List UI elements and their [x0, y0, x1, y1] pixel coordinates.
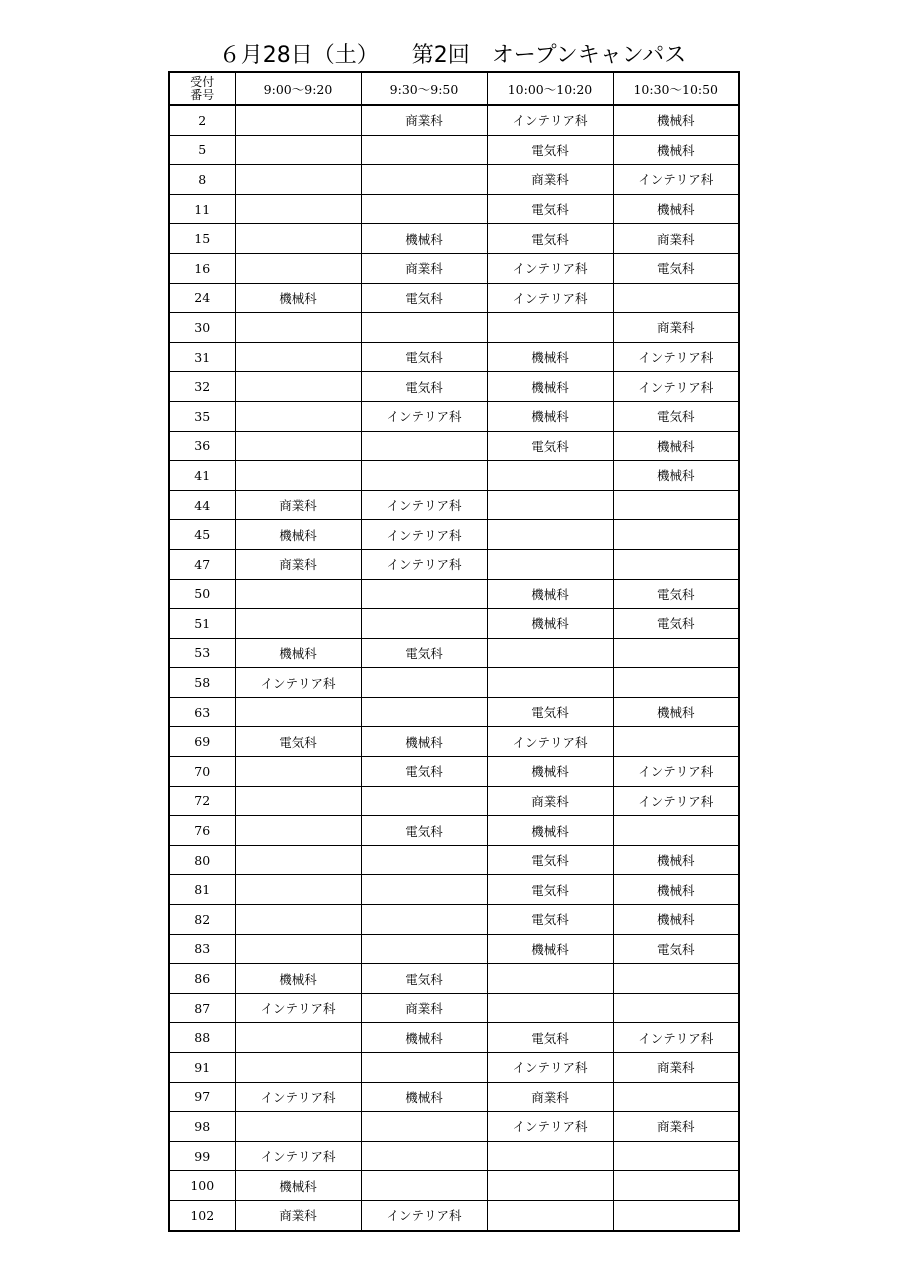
- cell-slot-1: [235, 816, 361, 846]
- cell-slot-1: 電気科: [235, 727, 361, 757]
- table-row: [169, 194, 739, 224]
- cell-slot-1: [235, 401, 361, 431]
- cell-slot-1: [235, 757, 361, 787]
- cell-slot-1: 商業科: [235, 490, 361, 520]
- cell-slot-4: [613, 1171, 739, 1201]
- cell-slot-2: [361, 461, 487, 491]
- cell-slot-2: 機械科: [361, 1023, 487, 1053]
- table-row: [169, 253, 739, 283]
- cell-slot-4: 機械科: [613, 845, 739, 875]
- cell-slot-2: [361, 1112, 487, 1142]
- table-row: [169, 520, 739, 550]
- table-row: [169, 342, 739, 372]
- cell-slot-2: [361, 668, 487, 698]
- cell-reception-number: 15: [169, 224, 235, 254]
- cell-slot-2: [361, 875, 487, 905]
- cell-slot-3: 機械科: [487, 757, 613, 787]
- cell-slot-3: [487, 1171, 613, 1201]
- table-row: [169, 579, 739, 609]
- cell-slot-4: 電気科: [613, 253, 739, 283]
- cell-reception-number: 81: [169, 875, 235, 905]
- cell-reception-number: 100: [169, 1171, 235, 1201]
- cell-slot-1: [235, 1112, 361, 1142]
- cell-slot-4: [613, 1082, 739, 1112]
- cell-reception-number: 32: [169, 372, 235, 402]
- cell-slot-1: [235, 135, 361, 165]
- cell-reception-number: 51: [169, 609, 235, 639]
- cell-reception-number: 2: [169, 105, 235, 135]
- cell-slot-1: [235, 194, 361, 224]
- page-title: ６月28日（土） 第2回 オープンキャンパス: [218, 43, 687, 68]
- table-row: [169, 431, 739, 461]
- cell-slot-4: [613, 993, 739, 1023]
- table-row: [169, 313, 739, 343]
- table-row: [169, 757, 739, 787]
- cell-slot-2: インテリア科: [361, 549, 487, 579]
- table-row: [169, 964, 739, 994]
- cell-reception-number: 80: [169, 845, 235, 875]
- cell-slot-4: 機械科: [613, 431, 739, 461]
- cell-slot-4: 機械科: [613, 905, 739, 935]
- cell-slot-4: 機械科: [613, 194, 739, 224]
- table-row: [169, 1023, 739, 1053]
- cell-slot-1: インテリア科: [235, 1141, 361, 1171]
- table-row: [169, 638, 739, 668]
- table-row: [169, 224, 739, 254]
- header-row: [169, 72, 739, 105]
- cell-slot-3: [487, 668, 613, 698]
- cell-slot-4: 商業科: [613, 313, 739, 343]
- cell-slot-2: [361, 1141, 487, 1171]
- table-row: [169, 105, 739, 135]
- cell-reception-number: 86: [169, 964, 235, 994]
- cell-slot-2: 商業科: [361, 253, 487, 283]
- cell-slot-3: [487, 549, 613, 579]
- header-slot-2: 9:30～9:50: [361, 72, 487, 105]
- cell-slot-4: 電気科: [613, 579, 739, 609]
- cell-slot-3: [487, 1141, 613, 1171]
- cell-slot-3: 電気科: [487, 905, 613, 935]
- cell-slot-3: インテリア科: [487, 1112, 613, 1142]
- cell-reception-number: 82: [169, 905, 235, 935]
- cell-slot-2: [361, 786, 487, 816]
- cell-slot-1: [235, 461, 361, 491]
- table-row: [169, 549, 739, 579]
- cell-slot-1: 機械科: [235, 1171, 361, 1201]
- cell-slot-1: [235, 579, 361, 609]
- schedule-table: [168, 71, 740, 1232]
- cell-slot-3: 機械科: [487, 372, 613, 402]
- cell-reception-number: 44: [169, 490, 235, 520]
- cell-slot-1: [235, 253, 361, 283]
- cell-slot-1: [235, 165, 361, 195]
- cell-reception-number: 31: [169, 342, 235, 372]
- table-row: [169, 283, 739, 313]
- cell-slot-3: インテリア科: [487, 1053, 613, 1083]
- cell-slot-4: [613, 520, 739, 550]
- cell-slot-1: [235, 905, 361, 935]
- cell-reception-number: 53: [169, 638, 235, 668]
- cell-slot-1: [235, 934, 361, 964]
- cell-slot-2: [361, 579, 487, 609]
- cell-slot-3: 電気科: [487, 224, 613, 254]
- cell-slot-2: 電気科: [361, 372, 487, 402]
- table-row: [169, 993, 739, 1023]
- cell-slot-3: 電気科: [487, 697, 613, 727]
- cell-slot-2: [361, 194, 487, 224]
- cell-reception-number: 97: [169, 1082, 235, 1112]
- cell-slot-3: 機械科: [487, 934, 613, 964]
- cell-slot-2: 電気科: [361, 638, 487, 668]
- cell-slot-4: [613, 1141, 739, 1171]
- table-row: [169, 934, 739, 964]
- cell-slot-2: [361, 905, 487, 935]
- cell-slot-4: [613, 549, 739, 579]
- cell-reception-number: 36: [169, 431, 235, 461]
- cell-slot-1: [235, 313, 361, 343]
- cell-slot-1: [235, 845, 361, 875]
- cell-slot-3: 商業科: [487, 165, 613, 195]
- cell-slot-2: [361, 313, 487, 343]
- cell-reception-number: 5: [169, 135, 235, 165]
- cell-reception-number: 76: [169, 816, 235, 846]
- cell-slot-1: 機械科: [235, 638, 361, 668]
- cell-reception-number: 16: [169, 253, 235, 283]
- cell-reception-number: 72: [169, 786, 235, 816]
- cell-slot-4: [613, 490, 739, 520]
- cell-slot-3: 電気科: [487, 194, 613, 224]
- cell-slot-3: 機械科: [487, 401, 613, 431]
- cell-slot-1: インテリア科: [235, 668, 361, 698]
- table-row: [169, 845, 739, 875]
- header-slot-3: 10:00～10:20: [487, 72, 613, 105]
- cell-reception-number: 58: [169, 668, 235, 698]
- cell-reception-number: 63: [169, 697, 235, 727]
- cell-slot-2: 商業科: [361, 993, 487, 1023]
- cell-slot-4: 機械科: [613, 135, 739, 165]
- cell-slot-4: 商業科: [613, 1112, 739, 1142]
- cell-slot-2: [361, 845, 487, 875]
- cell-reception-number: 102: [169, 1200, 235, 1230]
- cell-slot-2: [361, 609, 487, 639]
- cell-reception-number: 88: [169, 1023, 235, 1053]
- cell-slot-3: 電気科: [487, 431, 613, 461]
- cell-slot-3: 機械科: [487, 579, 613, 609]
- cell-slot-3: 電気科: [487, 845, 613, 875]
- cell-slot-1: [235, 1053, 361, 1083]
- cell-slot-3: 機械科: [487, 342, 613, 372]
- cell-slot-2: [361, 1171, 487, 1201]
- cell-slot-4: [613, 638, 739, 668]
- table-row: [169, 1112, 739, 1142]
- cell-slot-1: 機械科: [235, 964, 361, 994]
- cell-slot-3: インテリア科: [487, 283, 613, 313]
- table-row: [169, 697, 739, 727]
- cell-slot-1: [235, 786, 361, 816]
- cell-slot-2: 電気科: [361, 757, 487, 787]
- cell-slot-4: 機械科: [613, 461, 739, 491]
- cell-slot-2: [361, 934, 487, 964]
- cell-slot-1: [235, 372, 361, 402]
- header-reception-line2: 番号: [190, 87, 215, 102]
- cell-slot-3: [487, 1200, 613, 1230]
- cell-slot-3: 電気科: [487, 1023, 613, 1053]
- cell-reception-number: 83: [169, 934, 235, 964]
- table-row: [169, 1082, 739, 1112]
- cell-reception-number: 41: [169, 461, 235, 491]
- cell-slot-3: インテリア科: [487, 727, 613, 757]
- cell-slot-3: 機械科: [487, 609, 613, 639]
- cell-slot-2: [361, 1053, 487, 1083]
- cell-slot-2: [361, 135, 487, 165]
- table-row: [169, 668, 739, 698]
- cell-reception-number: 8: [169, 165, 235, 195]
- cell-slot-2: インテリア科: [361, 401, 487, 431]
- cell-slot-2: インテリア科: [361, 1200, 487, 1230]
- header-slot-4: 10:30～10:50: [613, 72, 739, 105]
- cell-reception-number: 69: [169, 727, 235, 757]
- table-row: [169, 372, 739, 402]
- cell-slot-2: 機械科: [361, 224, 487, 254]
- table-row: [169, 461, 739, 491]
- table-row: [169, 816, 739, 846]
- cell-slot-4: インテリア科: [613, 1023, 739, 1053]
- cell-slot-4: 商業科: [613, 224, 739, 254]
- cell-slot-3: [487, 313, 613, 343]
- cell-slot-1: 機械科: [235, 520, 361, 550]
- table-row: [169, 1200, 739, 1230]
- cell-slot-4: 機械科: [613, 875, 739, 905]
- cell-slot-4: インテリア科: [613, 757, 739, 787]
- table-row: [169, 1053, 739, 1083]
- cell-slot-4: インテリア科: [613, 786, 739, 816]
- cell-slot-4: 電気科: [613, 934, 739, 964]
- cell-slot-3: 機械科: [487, 816, 613, 846]
- cell-slot-4: インテリア科: [613, 372, 739, 402]
- cell-reception-number: 47: [169, 549, 235, 579]
- cell-slot-1: 商業科: [235, 549, 361, 579]
- cell-slot-4: [613, 816, 739, 846]
- table-row: [169, 1171, 739, 1201]
- cell-slot-2: [361, 697, 487, 727]
- cell-slot-4: [613, 283, 739, 313]
- cell-slot-2: 電気科: [361, 816, 487, 846]
- cell-slot-4: インテリア科: [613, 342, 739, 372]
- cell-slot-4: 機械科: [613, 105, 739, 135]
- cell-slot-2: 機械科: [361, 727, 487, 757]
- cell-slot-2: インテリア科: [361, 490, 487, 520]
- cell-reception-number: 98: [169, 1112, 235, 1142]
- cell-slot-1: [235, 342, 361, 372]
- cell-slot-2: [361, 431, 487, 461]
- cell-slot-3: 商業科: [487, 786, 613, 816]
- table-row: [169, 786, 739, 816]
- cell-slot-2: 電気科: [361, 964, 487, 994]
- header-reception-line1: 受付: [190, 74, 215, 89]
- table-row: [169, 875, 739, 905]
- cell-slot-3: [487, 993, 613, 1023]
- cell-reception-number: 87: [169, 993, 235, 1023]
- cell-reception-number: 70: [169, 757, 235, 787]
- cell-slot-4: [613, 727, 739, 757]
- cell-reception-number: 30: [169, 313, 235, 343]
- cell-slot-3: 電気科: [487, 135, 613, 165]
- cell-reception-number: 35: [169, 401, 235, 431]
- cell-slot-3: [487, 638, 613, 668]
- table-row: [169, 165, 739, 195]
- cell-reception-number: 91: [169, 1053, 235, 1083]
- cell-slot-1: [235, 431, 361, 461]
- cell-slot-2: インテリア科: [361, 520, 487, 550]
- cell-slot-1: インテリア科: [235, 993, 361, 1023]
- cell-slot-1: インテリア科: [235, 1082, 361, 1112]
- cell-slot-4: 商業科: [613, 1053, 739, 1083]
- cell-slot-3: [487, 964, 613, 994]
- table-row: [169, 905, 739, 935]
- cell-slot-3: 電気科: [487, 875, 613, 905]
- table-row: [169, 401, 739, 431]
- cell-slot-3: 商業科: [487, 1082, 613, 1112]
- cell-slot-1: [235, 105, 361, 135]
- cell-slot-2: 機械科: [361, 1082, 487, 1112]
- cell-slot-2: [361, 165, 487, 195]
- cell-reception-number: 45: [169, 520, 235, 550]
- table-row: [169, 609, 739, 639]
- table-row: [169, 490, 739, 520]
- cell-slot-3: [487, 461, 613, 491]
- cell-slot-2: 電気科: [361, 342, 487, 372]
- cell-slot-3: インテリア科: [487, 253, 613, 283]
- cell-slot-1: [235, 1023, 361, 1053]
- cell-slot-2: 商業科: [361, 105, 487, 135]
- cell-slot-3: [487, 520, 613, 550]
- cell-slot-4: 電気科: [613, 401, 739, 431]
- cell-slot-3: [487, 490, 613, 520]
- table-row: [169, 135, 739, 165]
- cell-slot-1: [235, 609, 361, 639]
- cell-slot-1: [235, 875, 361, 905]
- cell-slot-2: 電気科: [361, 283, 487, 313]
- cell-slot-1: [235, 697, 361, 727]
- cell-slot-1: [235, 224, 361, 254]
- cell-slot-4: インテリア科: [613, 165, 739, 195]
- cell-slot-4: [613, 1200, 739, 1230]
- cell-slot-1: 商業科: [235, 1200, 361, 1230]
- cell-slot-1: 機械科: [235, 283, 361, 313]
- cell-slot-4: [613, 964, 739, 994]
- cell-reception-number: 24: [169, 283, 235, 313]
- header-reception-number: [169, 72, 235, 105]
- table-row: [169, 727, 739, 757]
- cell-slot-4: 機械科: [613, 697, 739, 727]
- cell-reception-number: 99: [169, 1141, 235, 1171]
- cell-slot-4: [613, 668, 739, 698]
- cell-slot-3: インテリア科: [487, 105, 613, 135]
- cell-slot-4: 電気科: [613, 609, 739, 639]
- cell-reception-number: 50: [169, 579, 235, 609]
- header-slot-1: 9:00～9:20: [235, 72, 361, 105]
- cell-reception-number: 11: [169, 194, 235, 224]
- table-row: [169, 1141, 739, 1171]
